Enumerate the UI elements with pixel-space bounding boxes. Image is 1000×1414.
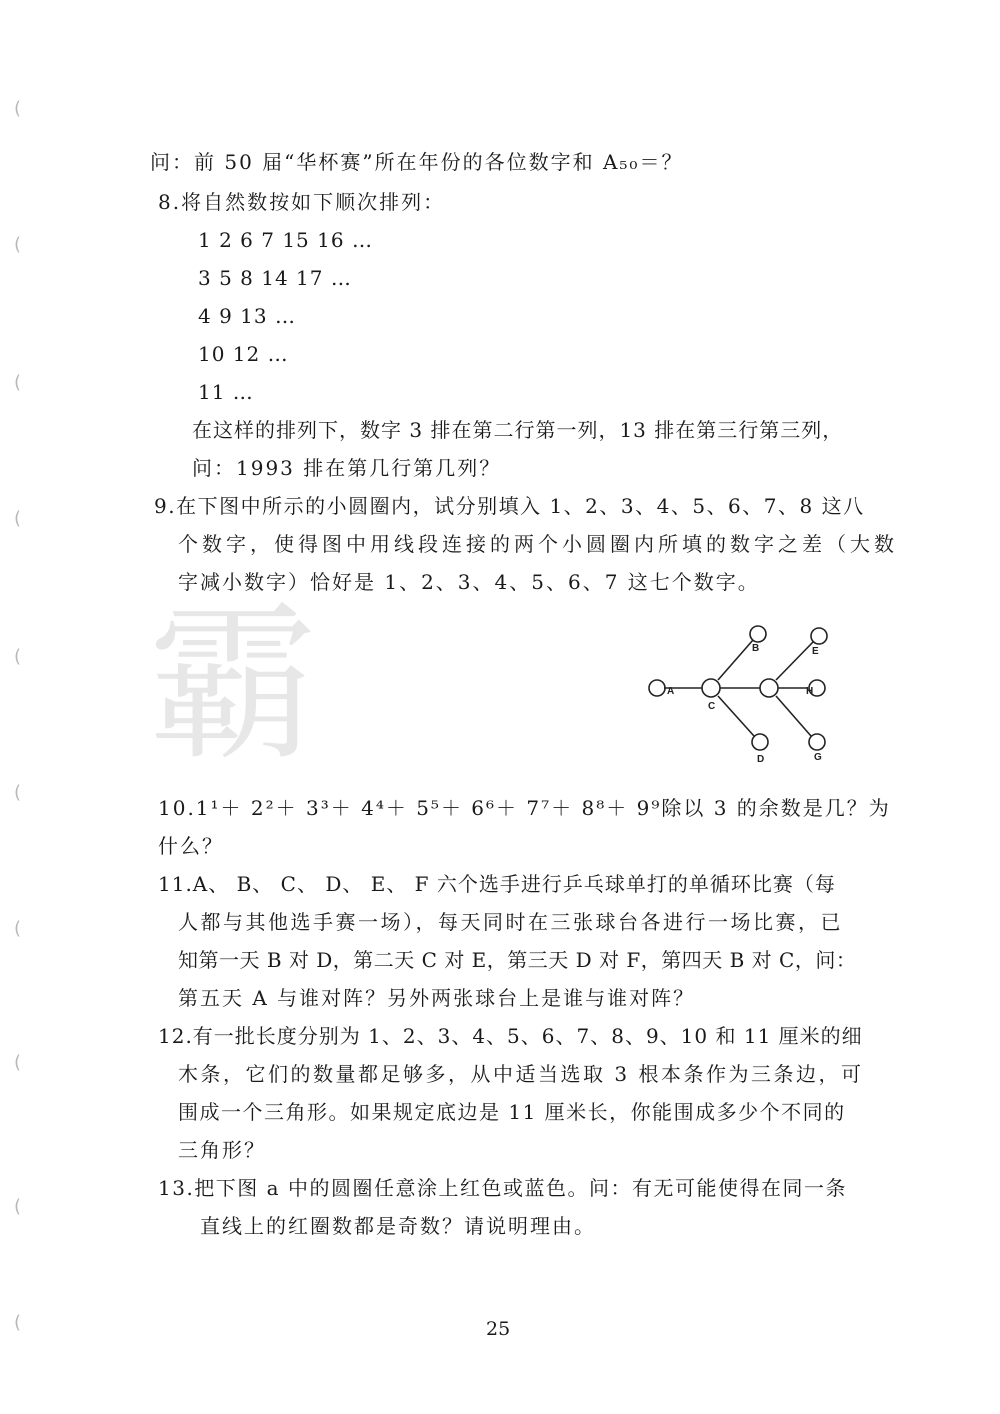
problem-8-heading: 8.将自然数按如下顺次排列：	[158, 190, 446, 214]
binding-hole-mark: (	[14, 918, 22, 939]
problem-12-line-4: 三角形？	[178, 1138, 266, 1162]
problem-12-line-3: 围成一个三角形。如果规定底边是 11 厘米长，你能围成多少个不同的	[178, 1100, 846, 1124]
binding-hole-mark: (	[14, 646, 22, 667]
problem-8-question: 问：1993 排在第几行第几列？	[192, 456, 502, 480]
graph-node-label: C	[708, 701, 716, 712]
graph-node-d	[752, 734, 768, 750]
graph-node-label: H	[806, 686, 814, 697]
graph-node-b	[750, 626, 766, 642]
problem-11-line-3: 知第一天 B 对 D，第二天 C 对 E，第三天 D 对 F，第四天 B 对 C，问：	[178, 948, 857, 972]
problem-11-line-2: 人都与其他选手赛一场），每天同时在三张球台各进行一场比赛，已	[178, 910, 843, 934]
sequence-row-4: 10 12 …	[198, 342, 289, 366]
problem-8-body: 在这样的排列下，数字 3 排在第二行第一列，13 排在第三行第三列，	[192, 418, 844, 442]
graph-node-a	[649, 680, 665, 696]
binding-hole-mark: (	[14, 1052, 22, 1073]
problem-11-line-1: 11.A、 B、 C、 D、 E、 F 六个选手进行乒乓球单打的单循环比赛（每	[158, 872, 836, 896]
problem-7-question: 问：前 50 届“华杯赛”所在年份的各位数字和 A₅₀＝？	[150, 150, 684, 174]
graph-node-label: B	[752, 643, 760, 654]
graph-node-g	[809, 734, 825, 750]
sequence-row-2: 3 5 8 14 17 …	[198, 266, 352, 290]
page-number: 25	[486, 1318, 511, 1340]
problem-11-line-4: 第五天 A 与谁对阵？另外两张球台上是谁与谁对阵？	[178, 986, 696, 1010]
sequence-row-1: 1 2 6 7 15 16 …	[198, 228, 373, 252]
circle-graph-diagram	[640, 620, 860, 770]
sequence-row-3: 4 9 13 …	[198, 304, 296, 328]
watermark: 霸	[148, 586, 319, 784]
problem-10-line-2: 什么？	[158, 834, 224, 858]
graph-edge	[776, 642, 813, 680]
graph-node-center-right	[760, 679, 778, 697]
binding-hole-mark: (	[14, 234, 22, 255]
graph-edge	[776, 696, 811, 736]
binding-hole-mark: (	[14, 1196, 22, 1217]
binding-hole-mark: (	[14, 1312, 22, 1333]
problem-9-line-1: 9.在下图中所示的小圆圈内，试分别填入 1、2、3、4、5、6、7、8 这八	[154, 494, 865, 518]
problem-12-line-2: 木条，它们的数量都足够多，从中适当选取 3 根本条作为三条边，可	[178, 1062, 864, 1086]
graph-node-label: G	[814, 752, 822, 763]
graph-node-e	[811, 628, 827, 644]
graph-node-label: E	[812, 646, 819, 657]
binding-hole-mark: (	[14, 508, 22, 529]
problem-13-line-1: 13.把下图 a 中的圆圈任意涂上红色或蓝色。问：有无可能使得在同一条	[158, 1176, 847, 1200]
graph-edge	[718, 640, 753, 680]
sequence-row-5: 11 …	[198, 380, 254, 404]
binding-hole-mark: (	[14, 782, 22, 803]
problem-9-line-3: 字减小数字）恰好是 1、2、3、4、5、6、7 这七个数字。	[178, 570, 760, 594]
problem-13-line-2: 直线上的红圈数都是奇数？请说明理由。	[200, 1214, 596, 1238]
graph-edge	[718, 696, 754, 736]
problem-10-line-1: 10.1¹＋ 2²＋ 3³＋ 4⁴＋ 5⁵＋ 6⁶＋ 7⁷＋ 8⁸＋ 9⁹除以 3 的余数是几？为	[158, 796, 891, 820]
problem-12-line-1: 12.有一批长度分别为 1、2、3、4、5、6、7、8、9、10 和 11 厘米的细	[158, 1024, 863, 1048]
problem-9-line-2: 个数字，使得图中用线段连接的两个小圆圈内所填的数字之差（大数	[178, 532, 898, 556]
graph-node-label: A	[667, 686, 675, 697]
binding-hole-mark: (	[14, 372, 22, 393]
binding-hole-mark: (	[14, 98, 22, 119]
graph-node-label: D	[757, 754, 765, 765]
graph-node-c	[702, 679, 720, 697]
